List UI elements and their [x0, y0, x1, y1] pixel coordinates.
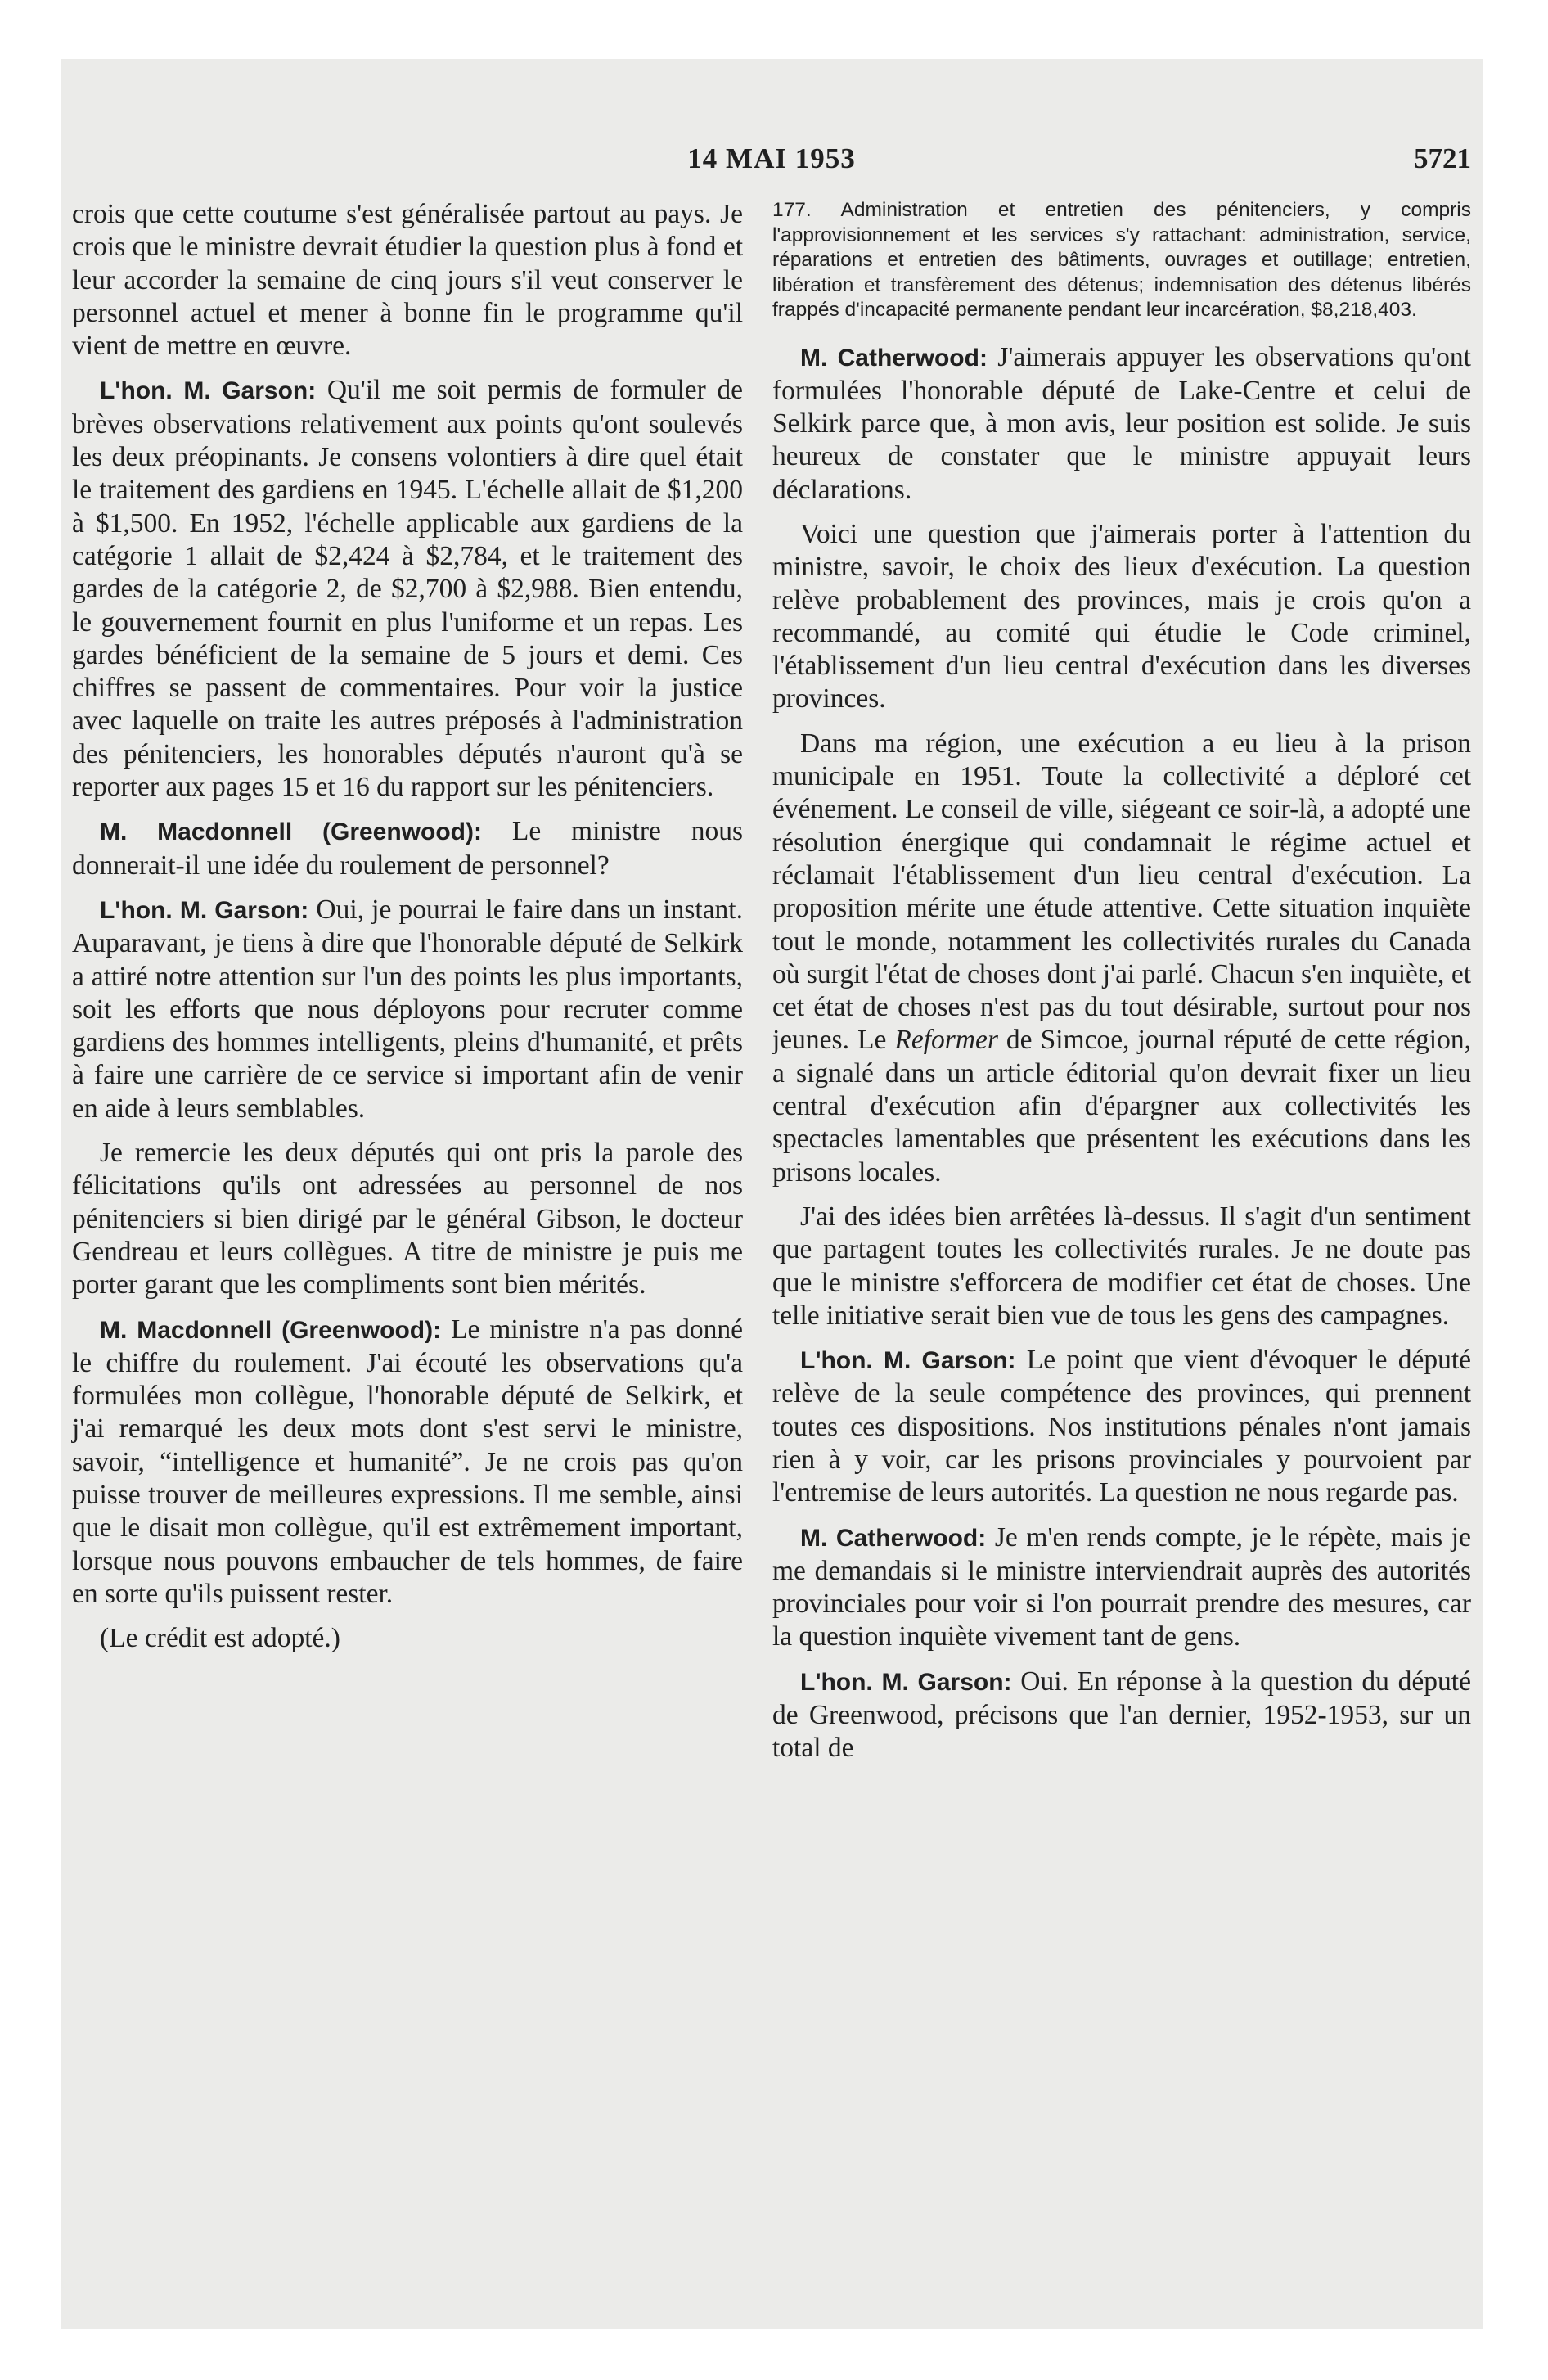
speaker-name: M. Macdonnell (Greenwood):: [100, 818, 482, 846]
speech-text: Je m'en rends compte, je le répète, mais je me demandais si le ministre interviendrait auprès des autorités provinciales pour voir si l'on pourrait prendre des mesures, car la question inquiète vivement tant de gens.: [772, 1521, 1471, 1652]
right-column: [772, 198, 1471, 1777]
speech-paragraph: [772, 1344, 1471, 1509]
newspaper-title: Reformer: [894, 1025, 998, 1056]
paragraph: crois que cette coutume s'est généralisée partout au pays. Je crois que le ministre devrait étudier la question plus à fond et leur accorder la semaine de cinq jours s'il veut conserver le personnel actuel et mener à bonne fin le programme qu'il vient de mettre en œuvre.: [72, 199, 743, 362]
paragraph: Voici une question que j'aimerais porter à l'attention du ministre, savoir, le choix des lieux d'exécution. La question relève probablement des provinces, mais je crois qu'on a recommandé, au comité qui étudie le Code criminel, l'établissement d'un lieu central d'exécution dans les diverses provinces.: [772, 518, 1471, 714]
speaker-name: L'hon. M. Garson:: [100, 896, 309, 924]
text-run: Dans ma région, une exécution a eu lieu à la prison municipale en 1951. Toute la collectivité a déploré cet événement. Le conseil de ville, siégeant ce soir-là, a adopté une résolution énergique qui condamnait le régime actuel et réclamait l'établissement d'un lieu central d'exécution. La proposition mérite une étude attentive. Cette situation inquiète tout le monde, notamment les collectivités rurales du Canada où surgit l'état de choses dont j'ai parlé. Chacun s'en inquiète, et cet état de choses n'est pas du tout désirable, surtout pour nos jeunes. Le: [772, 728, 1471, 1056]
speech-paragraph: [72, 1314, 743, 1611]
speech-paragraph: [772, 1521, 1471, 1654]
speech-paragraph: [72, 894, 743, 1125]
page-number: 5721: [1414, 142, 1471, 174]
speech-paragraph: [72, 374, 743, 804]
speaker-name: M. Macdonnell (Greenwood):: [100, 1316, 442, 1344]
speech-paragraph: [72, 815, 743, 882]
speech-text: Le ministre n'a pas donné le chiffre du roulement. J'ai écouté les observations qu'a formulées mon collègue, l'honorable député de Selkirk, et j'ai remarqué les deux mots dont s'est servi le ministre, savoir, “intelligence et humanité”. Je ne crois pas qu'on puisse trouver de meilleures expressions. Il me semble, ainsi que le disait mon collègue, qu'il est extrêmement important, lorsque nous pouvons embaucher de tels hommes, de faire en sorte qu'ils puissent rester.: [72, 1314, 743, 1609]
speech-text: Oui, je pourrai le faire dans un instant. Auparavant, je tiens à dire que l'honorable député de Selkirk a attiré notre attention sur l'un des points les plus importants, soit les efforts que nous déployons pour recruter comme gardiens des hommes intelligents, pleins d'humanité, et prêts à faire une carrière de ce service si important afin de venir en aide à leurs semblables.: [72, 894, 743, 1124]
speech-paragraph: [772, 341, 1471, 507]
scanned-page: [61, 59, 1483, 2329]
speech-paragraph: [772, 1666, 1471, 1765]
speaker-name: L'hon. M. Garson:: [100, 377, 317, 405]
speech-text: Le point que vient d'évoquer le député relève de la seule compétence des provinces, qui prennent toutes ces dispositions. Nos institutions pénales n'ont jamais rien à y voir, car les prisons provinciales y pourvoient par l'entremise de leurs autorités. La question ne nous regarde pas.: [772, 1345, 1471, 1508]
speech-text: Qu'il me soit permis de formuler de brèves observations relativement aux points qu'ont soulevés les deux préopinants. Je consens volontiers à dire quel était le traitement des gardiens en 1945. L'échelle allait de $1,200 à $1,500. En 1952, l'échelle applicable aux gardiens de la catégorie 1 allait de $2,424 à $2,784, et le traitement des gardes de la catégorie 2, de $2,700 à $2,988. Bien entendu, le gouvernement fournit en plus l'uniforme et un repas. Les gardes bénéficient de la semaine de 5 jours et demi. Ces chiffres se passent de commentaires. Pour voir la justice avec laquelle on traite les autres préposés à l'administration des pénitenciers, les honorables députés n'auront qu'à se reporter aux pages 15 et 16 du rapport sur les pénitenciers.: [72, 375, 743, 803]
speech-text: J'aimerais appuyer les observations qu'ont formulées l'honorable député de Lake-Centre et celui de Selkirk parce que, à mon avis, leur position est solide. Je suis heureux de constater que le ministre appuyait leurs déclarations.: [772, 341, 1471, 505]
paragraph: [772, 728, 1471, 1189]
speaker-name: M. Catherwood:: [800, 344, 988, 372]
speaker-name: L'hon. M. Garson:: [800, 1668, 1012, 1696]
speaker-name: M. Catherwood:: [800, 1524, 987, 1552]
left-column: [72, 198, 743, 1666]
budget-item: 177. Administration et entretien des pénitenciers, y compris l'approvisionnement et les services s'y rattachant: administration, service, réparations et entretien des bâtiments, ouvrages et outillage; entretien, libération et transfèrement des détenus; indemnisation des détenus libérés frappés d'incapacité permanente pendant leur incarcération, $8,218,403.: [772, 199, 1471, 321]
page-header: [61, 142, 1483, 183]
paragraph: (Le crédit est adopté.): [100, 1623, 340, 1654]
header-date: 14 MAI 1953: [687, 142, 856, 174]
paragraph: J'ai des idées bien arrêtées là-dessus. Il s'agit d'un sentiment que partagent toutes les collectivités rurales. Je ne doute pas que le ministre s'efforcera de modifier cet état de choses. Une telle initiative serait bien vue de tous les gens des campagnes.: [772, 1201, 1471, 1331]
text-run: de Simcoe, journal réputé de cette région, a signalé dans un article éditorial qu'on devrait fixer un lieu central d'exécution afin d'épargner aux collectivités les spectacles lamentables que présentent les exécutions dans les prisons locales.: [772, 1025, 1471, 1188]
speaker-name: L'hon. M. Garson:: [800, 1347, 1016, 1375]
speech-text: Le ministre nous donnerait-il une idée du roulement de personnel?: [72, 816, 743, 881]
speech-text: Oui. En réponse à la question du député de Greenwood, précisons que l'an dernier, 1952-1953, sur un total de: [772, 1666, 1471, 1764]
paragraph: Je remercie les deux députés qui ont pris la parole des félicitations qu'ils ont adressées au personnel de nos pénitenciers si bien dirigé par le général Gibson, le docteur Gendreau et leurs collègues. A titre de ministre je puis me porter garant que les compliments sont bien mérités.: [72, 1138, 743, 1300]
